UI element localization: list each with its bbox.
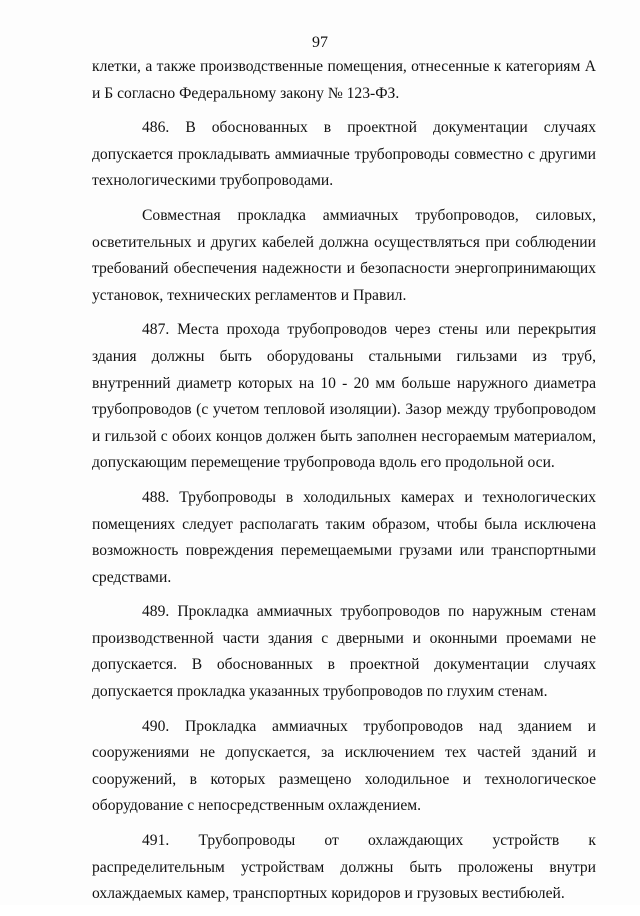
paragraph-continuation: клетки, а также производственные помещения, отнесенные к категориям А и Б согласно Федеральному закону № 123-ФЗ. xyxy=(92,58,596,102)
paragraph-487: 487. Места прохода трубопроводов через стены или перекрытия здания должны быть оборудованы стальными гильзами из труб, внутренний диаметр которых на 10 - 20 мм больше наружного диаметра трубопроводов (с учетом тепловой изоляции). Зазор между трубопроводом и гильзой с обоих концов должен быть заполнен несгораемым материалом, допускающим перемещение трубопровода вдоль его продольной оси. xyxy=(92,321,596,472)
paragraph-488: 488. Трубопроводы в холодильных камерах и технологических помещениях следует располагать таким образом, чтобы была исключена возможность повреждения перемещаемыми грузами или транспортными средствами. xyxy=(92,488,596,586)
paragraph-490: 490. Прокладка аммиачных трубопроводов над зданием и сооружениями не допускается, за исключением тех частей зданий и сооружений, в которых размещено холодильное и технологическое оборудование с непосредственным охлаждением. xyxy=(92,717,596,815)
paragraph-489: 489. Прокладка аммиачных трубопроводов по наружным стенам производственной части здания с дверными и оконными проемами не допускается. В обоснованных в проектной документации случаях допускается прокладка указанных трубопроводов по глухим стенам. xyxy=(92,603,596,701)
document-body xyxy=(92,54,596,916)
paragraph-486: 486. В обоснованных в проектной документации случаях допускается прокладывать аммиачные трубопроводы совместно с другими технологическими трубопроводами. xyxy=(92,119,596,190)
paragraph-486-continued: Совместная прокладка аммиачных трубопроводов, силовых, осветительных и других кабелей должна осуществляться при соблюдении требований обеспечения надежности и безопасности энергопринимающих установок, технических регламентов и Правил. xyxy=(92,206,596,304)
paragraph-491: 491. Трубопроводы от охлаждающих устройств к распределительным устройствам должны быть проложены внутри охлаждаемых камер, транспортных коридоров и грузовых вестибюлей. xyxy=(92,832,596,903)
page-number: 97 xyxy=(312,34,328,51)
